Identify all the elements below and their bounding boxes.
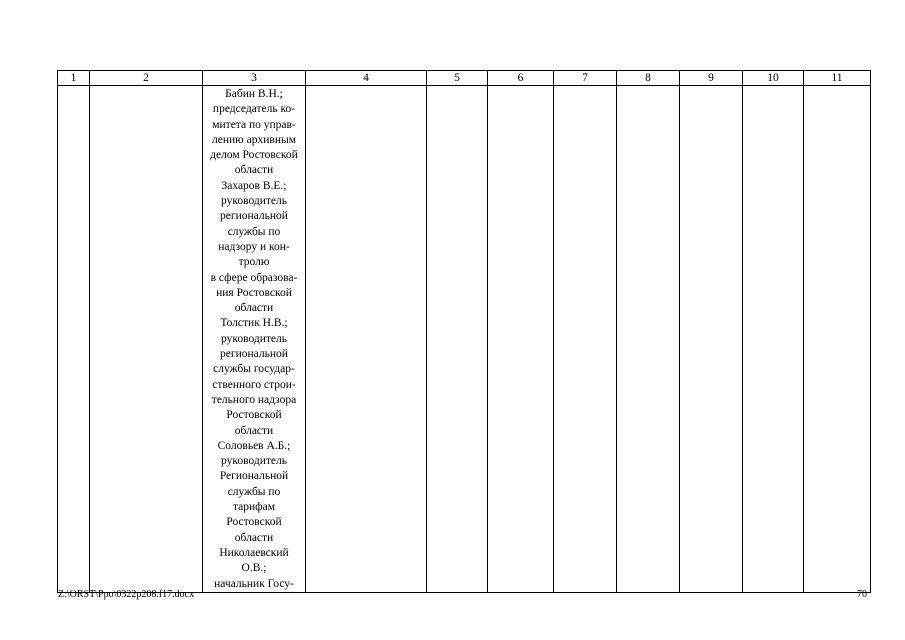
cell-text-line: службы государ- bbox=[213, 363, 295, 376]
table-cell-col3 bbox=[203, 86, 306, 593]
cell-text-line: службы по bbox=[227, 485, 281, 498]
cell-text-line: Соловьев А.Б.; bbox=[217, 439, 291, 452]
cell-text-line: Захаров В.Е.; bbox=[221, 179, 287, 192]
column-header-10: 10 bbox=[743, 71, 804, 86]
table-cell-col4 bbox=[306, 86, 427, 593]
column-header-4: 4 bbox=[306, 71, 427, 86]
cell-text-line: Ростовской bbox=[226, 409, 282, 422]
cell-text-line: О.В.; bbox=[241, 562, 267, 575]
cell-text-line: Николаевский bbox=[219, 546, 289, 559]
cell-text-line: делом Ростовской bbox=[210, 149, 298, 162]
cell-text-line: тельного надзора bbox=[211, 393, 297, 406]
cell-text-line: службы по bbox=[227, 225, 281, 238]
footer-file-path: Z:\ORST\Ppo\0322p208.f17.docx bbox=[58, 589, 195, 600]
column-header-11: 11 bbox=[804, 71, 871, 86]
table-cell-col7 bbox=[554, 86, 617, 593]
cell-text-line: области bbox=[234, 302, 274, 315]
cell-text-line: председатель ко- bbox=[212, 103, 296, 116]
cell-text-line: ственного строи- bbox=[212, 378, 296, 391]
cell-text-line: Бабин В.Н.; bbox=[225, 88, 283, 100]
header-row bbox=[58, 71, 871, 86]
cell-text-line: руководитель bbox=[221, 195, 287, 208]
document-table bbox=[57, 70, 871, 593]
cell-text-line: области bbox=[234, 424, 274, 437]
table-cell-col1 bbox=[58, 86, 90, 593]
table-cell-col9 bbox=[680, 86, 743, 593]
table-cell-col6 bbox=[488, 86, 554, 593]
table-cell-col8 bbox=[617, 86, 680, 593]
table-cell-col5 bbox=[427, 86, 488, 593]
cell-text-line: надзору и кон- bbox=[218, 240, 290, 253]
column-header-7: 7 bbox=[554, 71, 617, 86]
cell-text-line: Ростовской bbox=[226, 516, 282, 529]
column-header-5: 5 bbox=[427, 71, 488, 86]
cell-text-line: Региональной bbox=[219, 470, 289, 483]
column-header-1: 1 bbox=[58, 71, 90, 86]
cell-text-line: области bbox=[234, 531, 274, 544]
members-list bbox=[203, 86, 305, 592]
column-header-6: 6 bbox=[488, 71, 554, 86]
column-header-2: 2 bbox=[90, 71, 203, 86]
table-cell-col10 bbox=[743, 86, 804, 593]
cell-text-line: руководитель bbox=[221, 455, 287, 468]
cell-text-line: руководитель bbox=[221, 332, 287, 345]
cell-text-line: ния Ростовской bbox=[216, 286, 292, 299]
table-cell-col11 bbox=[804, 86, 871, 593]
column-header-8: 8 bbox=[617, 71, 680, 86]
cell-text-line: области bbox=[234, 164, 274, 177]
cell-text-line: лению архивным bbox=[212, 133, 296, 146]
page-number: 70 bbox=[857, 589, 867, 600]
table-cell-col2 bbox=[90, 86, 203, 593]
cell-text-line: региональной bbox=[220, 348, 288, 361]
cell-text-line: тарифам bbox=[232, 501, 275, 514]
cell-text-line: начальник Госу- bbox=[214, 577, 294, 590]
cell-text-line: митета по управ- bbox=[212, 118, 296, 131]
cell-text-line: тролю bbox=[238, 256, 270, 269]
column-header-9: 9 bbox=[680, 71, 743, 86]
table-row bbox=[58, 86, 871, 593]
cell-text-line: региональной bbox=[220, 210, 288, 223]
column-header-3: 3 bbox=[203, 71, 306, 86]
cell-text-line: Толстик Н.В.; bbox=[220, 317, 288, 330]
cell-text-line: в сфере образова- bbox=[210, 271, 298, 284]
